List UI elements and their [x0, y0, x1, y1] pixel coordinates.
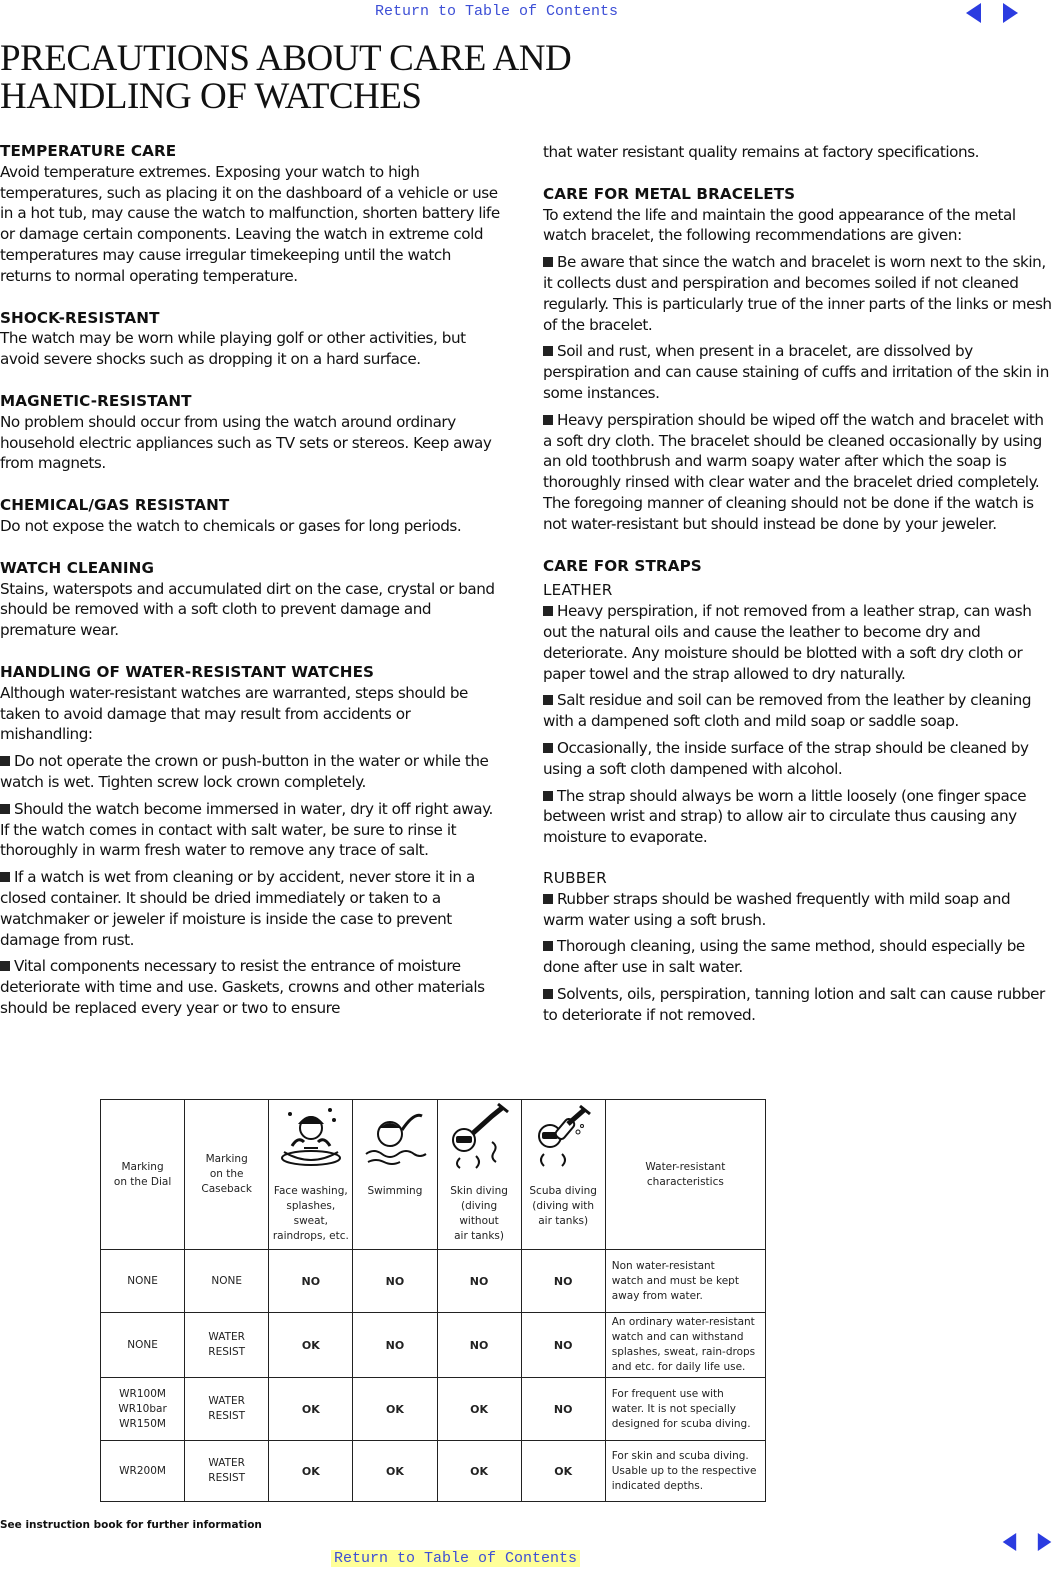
- list-item-text: Be aware that since the watch and bracelet is worn next to the skin, it collects dust and perspiration and becomes soiled if not cleaned regularly. This is particularly true of the inner parts of the links or mesh of the bracelet.: [543, 253, 1052, 334]
- cell-dial: WR100M WR10bar WR150M: [101, 1378, 185, 1441]
- continuation-text: that water resistant quality remains at factory specifications.: [543, 143, 980, 161]
- bullet-square-icon: [543, 257, 553, 267]
- cell-caseback: WATER RESIST: [185, 1313, 269, 1378]
- list-item: [0, 799, 505, 861]
- section-title: HANDLING OF WATER-RESISTANT WATCHES: [0, 662, 375, 681]
- cell-skin: NO: [437, 1250, 521, 1313]
- section-text: Stains, waterspots and accumulated dirt on the case, crystal or band should be removed with a soft cloth to prevent damage and premature wear.: [0, 579, 495, 640]
- list-item: [543, 410, 1053, 535]
- cell-face: OK: [269, 1313, 353, 1378]
- header-caseback: Marking on the Caseback: [185, 1100, 269, 1250]
- list-item-text: Soil and rust, when present in a bracelet, are dissolved by perspiration and can cause staining of cuffs and irritation of the skin in some instances.: [543, 342, 1049, 402]
- straps-section: [543, 556, 1053, 1026]
- bullet-square-icon: [543, 415, 553, 425]
- header-skin-diving: [437, 1100, 521, 1250]
- cell-skin: OK: [437, 1378, 521, 1441]
- table-header-row: [101, 1100, 766, 1250]
- header-face-washing-label: Face washing, splashes, sweat, raindrops, etc.: [272, 1185, 349, 1242]
- leather-subheading: LEATHER: [543, 581, 613, 600]
- arrow-right-icon[interactable]: [1001, 1, 1021, 25]
- cell-skin: OK: [437, 1441, 521, 1502]
- section-text: Avoid temperature extremes. Exposing your watch to high temperatures, such as placing it on the dashboard of a vehicle or use in a hot tub, may cause the watch to malfunction, shorten battery life or damage certain components. Leaving the watch in extreme cold temperatures may cause irregular timekeeping until the watch returns to normal operating temperature.: [0, 162, 500, 285]
- header-dial: Marking on the Dial: [101, 1100, 185, 1250]
- cell-scuba: NO: [521, 1250, 605, 1313]
- table-row: [101, 1378, 766, 1441]
- list-item-text: Rubber straps should be washed frequently with mild soap and warm water using a soft brush.: [543, 889, 1011, 929]
- list-item: [543, 786, 1053, 848]
- section-text: To extend the life and maintain the good appearance of the metal watch bracelet, the following recommendations are given:: [543, 205, 1016, 245]
- bullet-square-icon: [0, 872, 10, 882]
- bullet-square-icon: [543, 606, 553, 616]
- rubber-subheading: RUBBER: [543, 868, 607, 887]
- bullet-square-icon: [543, 989, 553, 999]
- left-column: [0, 141, 505, 1040]
- list-item: [543, 984, 1053, 1026]
- cleaning-section: [0, 558, 505, 641]
- list-item: [0, 956, 505, 1018]
- list-item: [543, 690, 1053, 732]
- list-item-text: Vital components necessary to resist the entrance of moisture deteriorate with time and use. Gaskets, crowns and other materials should be replaced every year or two to ensure: [0, 957, 485, 1017]
- page-nav-top: [963, 1, 1021, 25]
- section-text: No problem should occur from using the watch around ordinary household electric appliances such as TV sets or stereos. Keep away from magnets.: [0, 412, 492, 473]
- bullet-square-icon: [543, 941, 553, 951]
- bullet-square-icon: [543, 894, 553, 904]
- page-title-line-1: PRECAUTIONS ABOUT CARE AND: [0, 38, 572, 79]
- cell-face: OK: [269, 1378, 353, 1441]
- list-item-text: Thorough cleaning, using the same method, should especially be done after use in salt water.: [543, 937, 1025, 977]
- cell-caseback: WATER RESIST: [185, 1378, 269, 1441]
- section-text: Although water-resistant watches are warranted, steps should be taken to avoid damage that may result from accidents or mishandling:: [0, 683, 468, 744]
- bullet-square-icon: [0, 961, 10, 971]
- cell-scuba: NO: [521, 1313, 605, 1378]
- header-characteristics: Water-resistant characteristics: [605, 1100, 765, 1250]
- page-title: [0, 40, 720, 116]
- cell-dial: NONE: [101, 1313, 185, 1378]
- list-item-text: Occasionally, the inside surface of the strap should be cleaned by using a soft cloth dampened with alcohol.: [543, 738, 1029, 778]
- cell-scuba: NO: [521, 1378, 605, 1441]
- cell-dial: NONE: [101, 1250, 185, 1313]
- list-item: [543, 889, 1053, 931]
- header-scuba-diving: [521, 1100, 605, 1250]
- arrow-right-icon[interactable]: [1036, 1530, 1054, 1554]
- list-item: [0, 751, 505, 793]
- section-title: TEMPERATURE CARE: [0, 142, 177, 160]
- cell-caseback: WATER RESIST: [185, 1441, 269, 1502]
- header-face-washing: [269, 1100, 353, 1250]
- bullet-square-icon: [0, 804, 10, 814]
- page-nav-bottom: [1000, 1530, 1054, 1554]
- temperature-section: [0, 141, 505, 287]
- list-item-text: Do not operate the crown or push-button in the water or while the watch is wet. Tighten screw lock crown completely.: [0, 752, 489, 791]
- cell-swimming: NO: [353, 1250, 437, 1313]
- bullet-square-icon: [543, 695, 553, 705]
- section-text: Do not expose the watch to chemicals or gases for long periods.: [0, 516, 462, 535]
- right-column: [543, 142, 1053, 1046]
- chemical-section: [0, 495, 505, 537]
- list-item-text: Salt residue and soil can be removed from the leather by cleaning with a dampened soft cloth and mild soap or saddle soap.: [543, 691, 1032, 731]
- list-item: [543, 601, 1053, 684]
- table-row: [101, 1441, 766, 1502]
- cell-characteristics: An ordinary water-resistant watch and can withstand splashes, sweat, rain-drops and etc. for daily life use.: [605, 1313, 765, 1378]
- bullet-square-icon: [543, 791, 553, 801]
- footnote: See instruction book for further information: [0, 1519, 262, 1531]
- section-title: WATCH CLEANING: [0, 558, 155, 577]
- table-row: [101, 1250, 766, 1313]
- cell-caseback: NONE: [185, 1250, 269, 1313]
- section-title: CHEMICAL/GAS RESISTANT: [0, 496, 230, 515]
- cell-scuba: OK: [521, 1441, 605, 1502]
- list-item-text: If a watch is wet from cleaning or by accident, never store it in a closed container. It should be dried immediately or taken to a watchmaker or jeweler if moisture is inside the case to prevent damage from rust.: [0, 868, 475, 949]
- arrow-left-icon[interactable]: [963, 1, 983, 25]
- cell-swimming: NO: [353, 1313, 437, 1378]
- magnetic-section: [0, 391, 505, 474]
- bullet-square-icon: [543, 346, 553, 356]
- cell-characteristics: For frequent use with water. It is not specially designed for scuba diving.: [605, 1378, 765, 1441]
- cell-characteristics: For skin and scuba diving. Usable up to the respective indicated depths.: [605, 1441, 765, 1502]
- page-title-line-2: HANDLING OF WATCHES: [0, 76, 422, 117]
- section-text: The watch may be worn while playing golf or other activities, but avoid severe shocks such as dropping it on a hard surface.: [0, 329, 466, 369]
- section-title: CARE FOR STRAPS: [543, 556, 702, 575]
- header-scuba-diving-label: Scuba diving (diving with air tanks): [529, 1185, 597, 1227]
- shock-section: [0, 308, 505, 370]
- return-to-toc-link-top[interactable]: Return to Table of Contents: [375, 3, 619, 20]
- header-swimming: [353, 1100, 437, 1250]
- bullet-square-icon: [543, 743, 553, 753]
- list-item-text: The strap should always be worn a little loosely (one finger space between wrist and strap) to allow air to circulate thus causing any moisture to evaporate.: [543, 786, 1027, 847]
- metal-bracelets-section: [543, 184, 1053, 535]
- cell-swimming: OK: [353, 1441, 437, 1502]
- list-item-text: Heavy perspiration should be wiped off the watch and bracelet with a soft dry cloth. The bracelet should be cleaned occasionally by using an old toothbrush and warm soapy water after which the soap is thoroughly rinsed with clear water and the bracelet dried completely. The foregoing manner of cleaning should not be done if the watch is not water-resistant but should instead be done by your jeweler.: [543, 410, 1044, 533]
- table-row: [101, 1313, 766, 1378]
- section-title: CARE FOR METAL BRACELETS: [543, 184, 796, 203]
- skin-diving-icon: [446, 1102, 512, 1170]
- handling-section: [0, 662, 505, 1019]
- arrow-left-icon[interactable]: [1000, 1530, 1018, 1554]
- cell-skin: NO: [437, 1313, 521, 1378]
- bullet-square-icon: [0, 756, 10, 766]
- cell-dial: WR200M: [101, 1441, 185, 1502]
- cell-face: OK: [269, 1441, 353, 1502]
- section-title: MAGNETIC-RESISTANT: [0, 391, 192, 410]
- header-swimming-label: Swimming: [367, 1185, 423, 1197]
- list-item: [0, 867, 505, 950]
- header-skin-diving-label: Skin diving (diving without air tanks): [450, 1185, 508, 1242]
- list-item: [543, 252, 1053, 335]
- cell-swimming: OK: [353, 1378, 437, 1441]
- list-item-text: Should the watch become immersed in water, dry it off right away. If the watch comes in contact with salt water, be sure to rinse it thoroughly in warm fresh water to remove any trace of salt.: [0, 799, 493, 860]
- swimming-icon: [362, 1102, 428, 1170]
- section-title: SHOCK-RESISTANT: [0, 308, 160, 327]
- return-to-toc-link-bottom[interactable]: Return to Table of Contents: [331, 1550, 580, 1567]
- list-item-text: Solvents, oils, perspiration, tanning lotion and salt can cause rubber to deteriorate if not removed.: [543, 984, 1045, 1024]
- list-item: [543, 341, 1053, 403]
- water-resistance-table: [100, 1099, 766, 1502]
- cell-characteristics: Non water-resistant watch and must be kept away from water.: [605, 1250, 765, 1313]
- face-washing-icon: [278, 1102, 344, 1170]
- list-item: [543, 936, 1053, 978]
- list-item-text: Heavy perspiration, if not removed from a leather strap, can wash out the natural oils and cause the leather to become dry and deteriorate. Any moisture should be blotted with a soft dry cloth or paper towel and the strap allowed to dry naturally.: [543, 602, 1032, 683]
- cell-face: NO: [269, 1250, 353, 1313]
- scuba-diving-icon: [530, 1102, 596, 1170]
- list-item: [543, 738, 1053, 780]
